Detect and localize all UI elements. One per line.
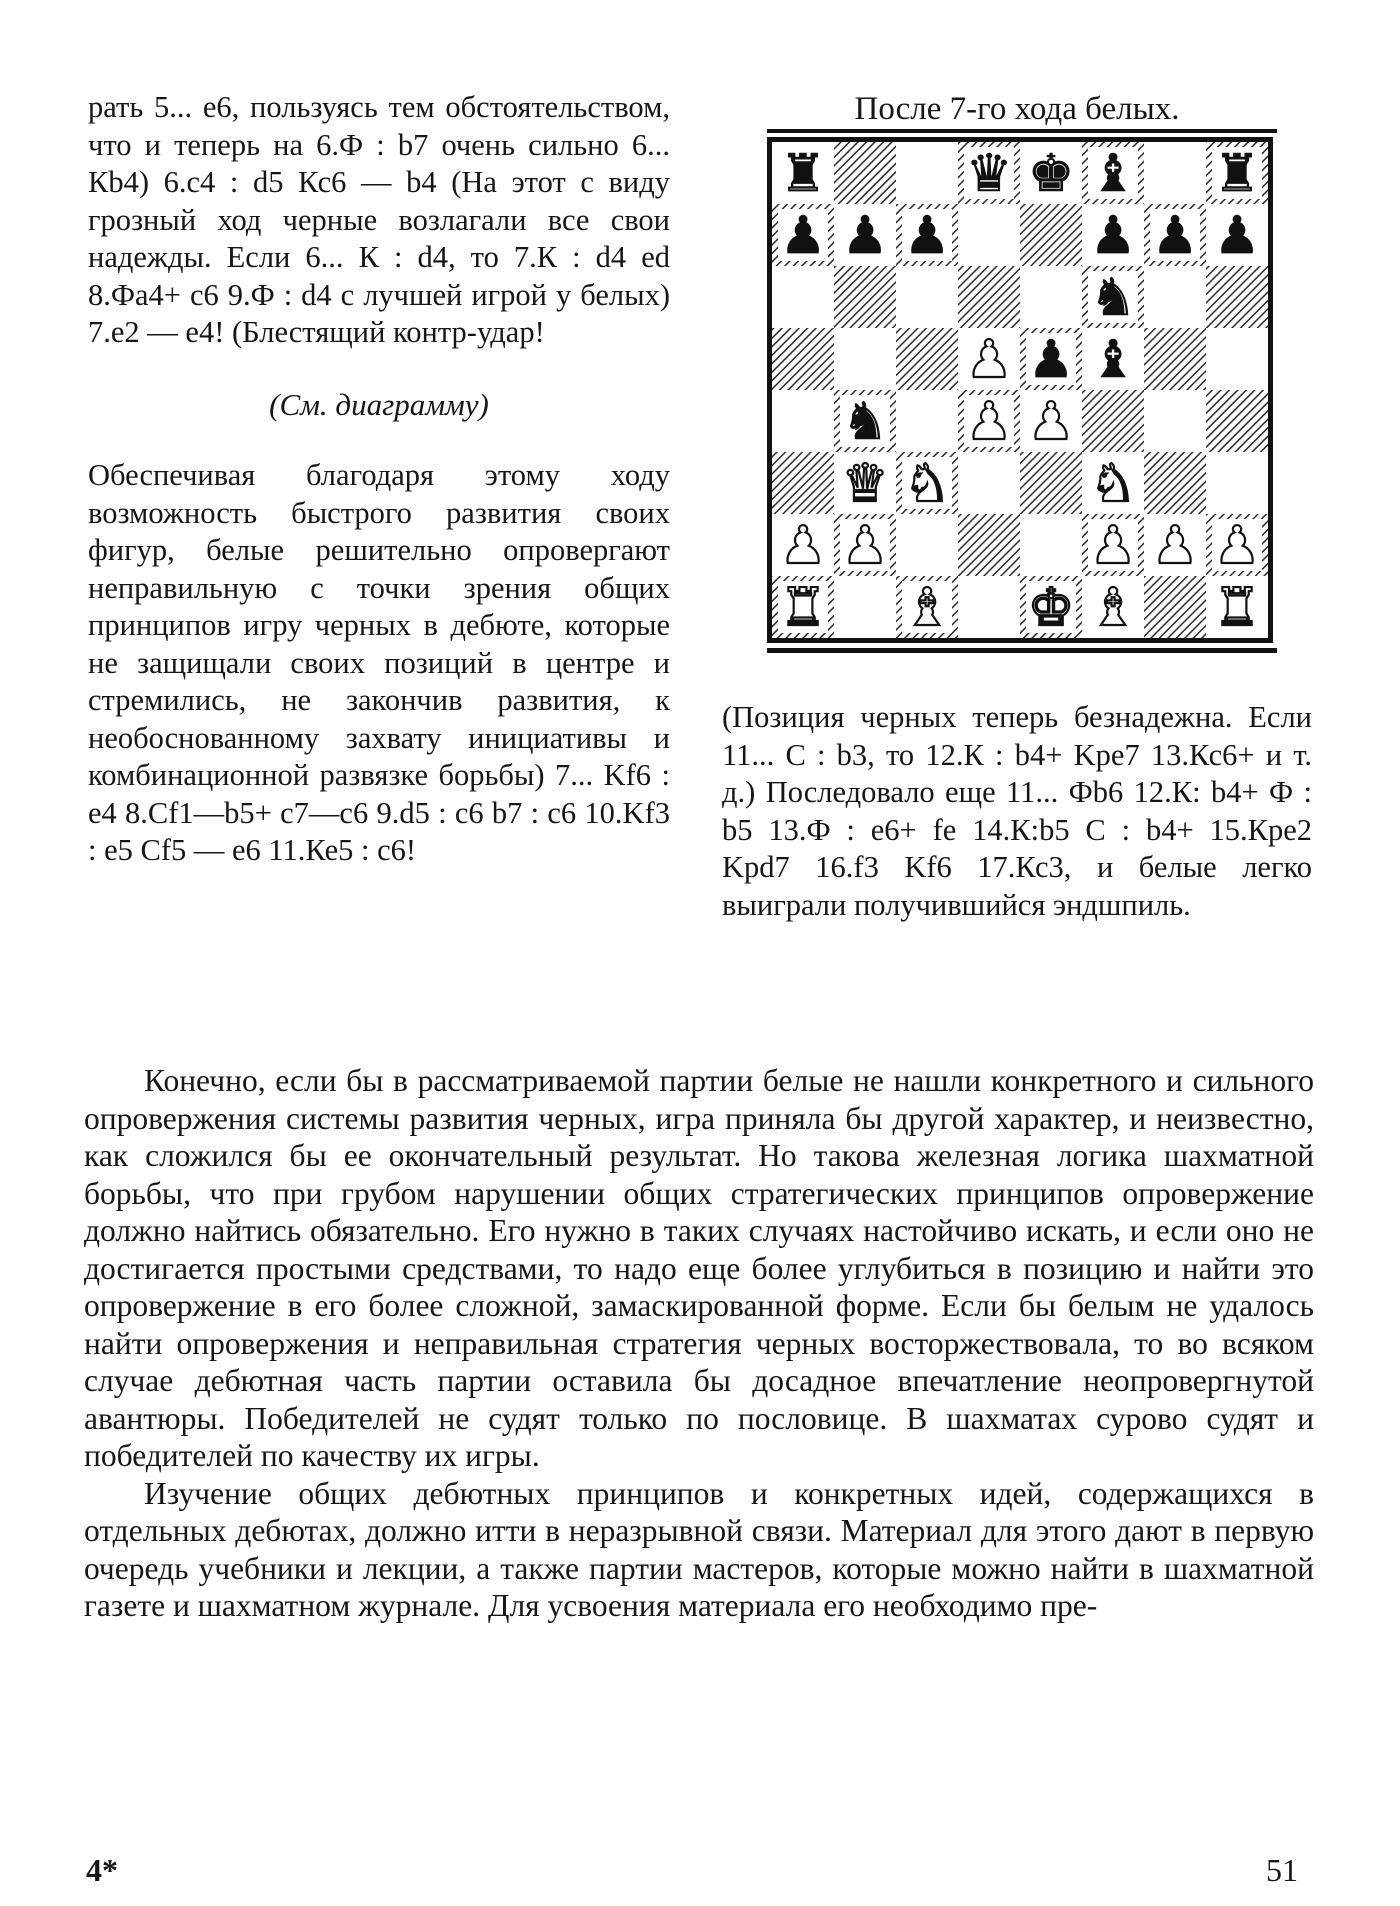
left-column bbox=[88, 89, 670, 870]
board-square-b6 bbox=[834, 266, 896, 328]
main-paragraph-2: Изучение общих дебютных принципов и конкретных идей, содержащихся в отдельных дебютах, должно итти в неразрывной связи. Материал для этого дают в первую очередь учебники и лекции, а также партии мастеров, которые можно найти в шахматной газете и шахматном журнале. Для усвоения материала его необходимо пре- bbox=[84, 1475, 1314, 1623]
right-paragraph-1: (Позиция черных теперь безнадежна. Если 11... С : b3, то 12.К : b4+ Kpe7 13.Кс6+ и т. д.) Последовало еще 11... Фb6 12.К: b4+ Ф : b5 13.Ф : е6+ fe 14.К:b5 С : b4+ 15.Кре2 Kpd7 16.f3 Kf6 17.Кс3, и белые легко выиграли получившийся эндшпиль. bbox=[722, 700, 1312, 922]
board-square-b1 bbox=[834, 576, 896, 638]
left-paragraph-2: Обеспечивая благодаря этому ходу возможность быстрого развития своих фигур, белые решительно опровергают неправильную с точки зрения общих принципов игру черных в дебюте, которые не защищали своих позиций в центре и стремились, не закончив развития, к необоснованному захвату инициативы и комбинационной развязке борьбы) 7... Kf6 : е4 8.Cf1—b5+ с7—с6 9.d5 : с6 b7 : с6 10.Kf3 : е5 Cf5 — е6 11.Ке5 : с6! bbox=[88, 458, 670, 867]
black-knight-f6: ♞ bbox=[1089, 268, 1137, 328]
white-pawn-d5: ♟ bbox=[965, 330, 1013, 390]
board-square-h4 bbox=[1206, 390, 1268, 452]
black-rook-a8: ♜ bbox=[779, 144, 827, 204]
white-pawn-g2: ♟ bbox=[1151, 516, 1199, 576]
white-rook-a1: ♜ bbox=[779, 578, 827, 638]
diagram-bottom-rule bbox=[767, 648, 1277, 653]
board-square-e6 bbox=[1020, 266, 1082, 328]
board-square-d6 bbox=[958, 266, 1020, 328]
board-square-g3 bbox=[1144, 452, 1206, 514]
main-paragraph-1: Конечно, если бы в рассматриваемой партии белые не нашли конкретного и сильного опровержения системы развития черных, игра приняла бы другой характер, и неизвестно, как сложился бы ее окончательный результат. Но такова железная логика шахматной борьбы, что при грубом нарушении общих стратегических принципов опровержение должно найтись обязательно. Его нужно в таких случаях настойчиво искать, и если оно не достигается простыми средствами, то надо еще более углубиться в позицию и найти это опровержение в его более сложной, замаскированной форме. Если бы белым не удалось найти опровержения и неправильная стратегия черных восторжествовала, то во всяком случае дебютная часть партии оставила бы досадное впечатление неопровергнутой авантюры. Победителей не судят только по пословице. В шахматах сурово судят и победителей по качеству их игры. bbox=[84, 1063, 1314, 1473]
board-square-e3 bbox=[1020, 452, 1082, 514]
board-square-c8 bbox=[896, 142, 958, 204]
board-square-e7 bbox=[1020, 204, 1082, 266]
black-pawn-b7: ♟ bbox=[841, 206, 889, 266]
board-square-c4 bbox=[896, 390, 958, 452]
board-square-a4 bbox=[772, 390, 834, 452]
board-square-a6 bbox=[772, 266, 834, 328]
black-rook-h8: ♜ bbox=[1213, 144, 1261, 204]
board-square-h5 bbox=[1206, 328, 1268, 390]
right-column bbox=[722, 89, 1312, 924]
board-square-d1 bbox=[958, 576, 1020, 638]
diagram-reference: (См. диаграмму) bbox=[269, 386, 489, 422]
signature-mark: 4* bbox=[86, 1852, 118, 1888]
diagram-caption: После 7-го хода белых. bbox=[854, 91, 1180, 127]
diagram-top-rule bbox=[767, 129, 1277, 133]
white-bishop-f1: ♝ bbox=[1089, 578, 1137, 638]
black-pawn-a7: ♟ bbox=[779, 206, 827, 266]
main-text bbox=[84, 1062, 1314, 1625]
board-square-h6 bbox=[1206, 266, 1268, 328]
board-square-h3 bbox=[1206, 452, 1268, 514]
board-square-c2 bbox=[896, 514, 958, 576]
board-square-g5 bbox=[1144, 328, 1206, 390]
board-square-f4 bbox=[1082, 390, 1144, 452]
black-bishop-f5: ♝ bbox=[1089, 330, 1137, 390]
page-number: 51 bbox=[1266, 1852, 1298, 1888]
white-pawn-a2: ♟ bbox=[779, 516, 827, 576]
board-square-g8 bbox=[1144, 142, 1206, 204]
board-square-a3 bbox=[772, 452, 834, 514]
black-king-e8: ♚ bbox=[1027, 144, 1075, 204]
white-pawn-b2: ♟ bbox=[841, 516, 889, 576]
board-square-g4 bbox=[1144, 390, 1206, 452]
board-square-c6 bbox=[896, 266, 958, 328]
board-square-d7 bbox=[958, 204, 1020, 266]
board-square-a5 bbox=[772, 328, 834, 390]
white-king-e1: ♚ bbox=[1027, 578, 1075, 638]
black-bishop-f8: ♝ bbox=[1089, 144, 1137, 204]
board-square-g1 bbox=[1144, 576, 1206, 638]
black-queen-d8: ♛ bbox=[965, 144, 1013, 204]
white-pawn-e4: ♟ bbox=[1027, 392, 1075, 452]
board-square-d3 bbox=[958, 452, 1020, 514]
black-pawn-c7: ♟ bbox=[903, 206, 951, 266]
board-square-g6 bbox=[1144, 266, 1206, 328]
right-text-block bbox=[722, 699, 1312, 924]
black-knight-b4: ♞ bbox=[841, 392, 889, 452]
board-square-b5 bbox=[834, 328, 896, 390]
board-square-d2 bbox=[958, 514, 1020, 576]
white-pawn-d4: ♟ bbox=[965, 392, 1013, 452]
white-rook-h1: ♜ bbox=[1213, 578, 1261, 638]
black-pawn-e5: ♟ bbox=[1027, 330, 1075, 390]
board-square-c5 bbox=[896, 328, 958, 390]
black-pawn-f7: ♟ bbox=[1089, 206, 1137, 266]
white-pawn-f2: ♟ bbox=[1089, 516, 1137, 576]
board-square-b8 bbox=[834, 142, 896, 204]
left-paragraph-1: рать 5... е6, пользуясь тем обстоятельством, что и теперь на 6.Ф : b7 очень сильно 6... Кb4) 6.с4 : d5 Кс6 — b4 (На этот с виду грозный ход черные возлагали все свои надежды. Если 6... К : d4, то 7.К : d4 ed 8.Фа4+ с6 9.Ф : d4 с лучшей игрой у белых) 7.е2 — е4! (Блестящий контр-удар! bbox=[88, 90, 670, 349]
chess-diagram bbox=[767, 129, 1277, 653]
board-frame bbox=[767, 137, 1273, 643]
white-pawn-h2: ♟ bbox=[1213, 516, 1261, 576]
board-square-e2 bbox=[1020, 514, 1082, 576]
white-bishop-c1: ♝ bbox=[903, 578, 951, 638]
black-pawn-h7: ♟ bbox=[1213, 206, 1261, 266]
black-pawn-g7: ♟ bbox=[1151, 206, 1199, 266]
white-knight-f3: ♞ bbox=[1089, 454, 1137, 514]
chess-board bbox=[772, 142, 1268, 638]
white-queen-b3: ♛ bbox=[841, 454, 889, 514]
white-knight-c3: ♞ bbox=[903, 454, 951, 514]
